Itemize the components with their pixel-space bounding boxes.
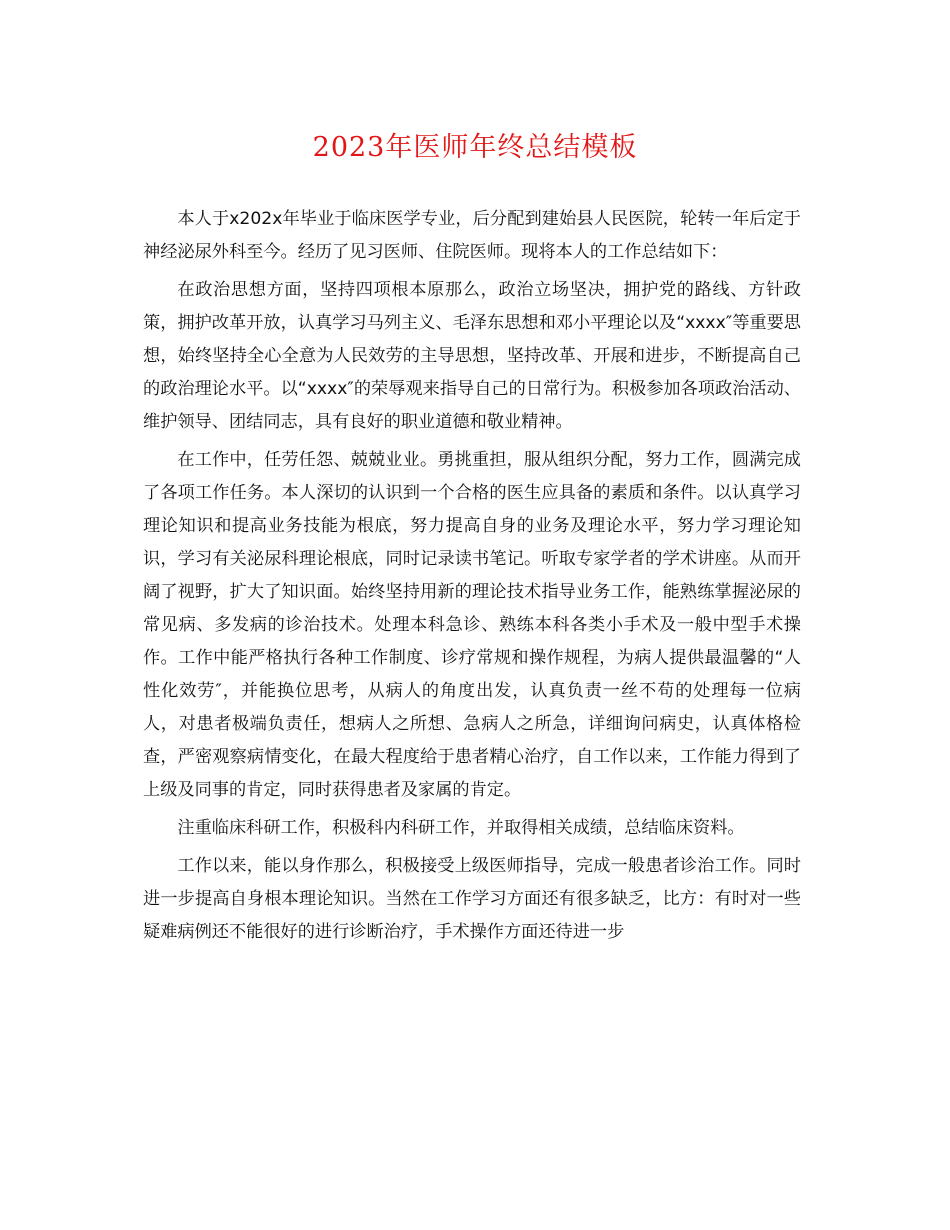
paragraph-research: 注重临床科研工作，积极科内科研工作，并取得相关成绩，总结临床资料。 [177,818,745,838]
paragraph-summary: 工作以来，能以身作那么，积极接受上级医师指导，完成一般患者诊治工作。同时进一步提高自身根本理论知识。当然在工作学习方面还有很多缺乏，比方：有时对一些疑难病例还不能很好的进行诊断治疗，手术操作方面还待进一步 [143,856,801,942]
paragraph-work: 在工作中，任劳任怨、兢兢业业。勇挑重担，服从组织分配，努力工作，圆满完成了各项工作任务。本人深切的认识到一个合格的医生应具备的素质和条件。以认真学习理论知识和提高业务技能为根底，努力提高自身的业务及理论水平，努力学习理论知识，学习有关泌尿科理论根底，同时记录读书笔记。听取专家学者的学术讲座。从而开阔了视野，扩大了知识面。始终坚持用新的理论技术指导业务工作，能熟练掌握泌尿的常见病、多发病的诊治技术。处理本科急诊、熟练本科各类小手术及一般中型手术操作。工作中能严格执行各种工作制度、诊疗常规和操作规程，为病人提供最温馨的“人性化效劳″，并能换位思考，从病人的角度出发，认真负责一丝不苟的处理每一位病人，对患者极端负责任，想病人之所想、急病人之所急，详细询问病史，认真体格检查，严密观察病情变化，在最大程度给于患者精心治疗，自工作以来，工作能力得到了上级及同事的肯定，同时获得患者及家属的肯定。 [143,450,801,800]
paragraph-intro: 本人于x202x年毕业于临床医学专业，后分配到建始县人民医院，轮转一年后定于神经泌尿外科至今。经历了见习医师、住院医师。现将本人的工作总结如下： [143,209,801,262]
document-body [143,203,801,954]
document-title: 2023年医师年终总结模板 [312,132,638,163]
paragraph-political: 在政治思想方面，坚持四项根本原那么，政治立场坚决，拥护党的路线、方针政策，拥护改革开放，认真学习马列主义、毛泽东思想和邓小平理论以及“xxxx″等重要思想，始终坚持全心全意为人民效劳的主导思想，坚持改革、开展和进步，不断提高自己的政治理论水平。以“xxxx″的荣辱观来指导自己的日常行为。积极参加各项政治活动、维护领导、团结同志，具有良好的职业道德和敬业精神。 [143,280,801,432]
